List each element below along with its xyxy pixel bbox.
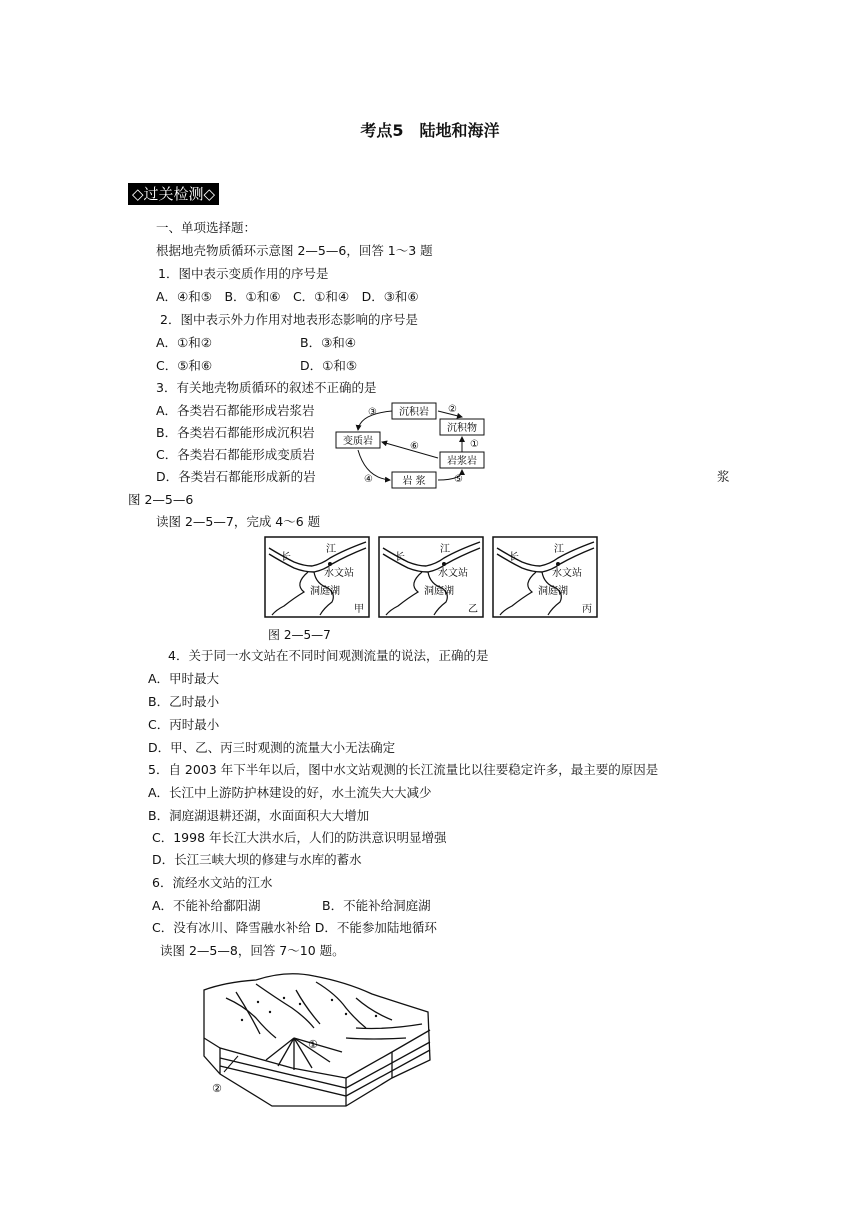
cycle-arrow-label: ③	[368, 407, 377, 418]
text-line: 读图 2—5—8，回答 7～10 题。	[160, 943, 345, 958]
text-line: 读图 2—5—7，完成 4～6 题	[156, 514, 321, 529]
map-lake-label: 洞庭湖	[424, 586, 454, 597]
cycle-arrow-label: ①	[470, 439, 479, 450]
map-lake-label: 洞庭湖	[538, 586, 568, 597]
option: C．丙时最小	[148, 717, 220, 732]
cycle-arrow-label: ②	[448, 404, 457, 415]
map-panel-tag: 乙	[468, 604, 478, 615]
option: D．①和⑤	[300, 358, 358, 373]
option: A．不能补给鄱阳湖	[152, 898, 261, 913]
map-station-label: 水文站	[438, 568, 468, 579]
question-1: 1．图中表示变质作用的序号是	[158, 266, 329, 281]
map-lake-label: 洞庭湖	[310, 586, 340, 597]
page-title: 考点5 陆地和海洋	[360, 121, 500, 140]
option: B．③和④	[300, 335, 356, 350]
option-continued: 浆	[717, 469, 730, 484]
question-4: 4．关于同一水文站在不同时间观测流量的说法，正确的是	[168, 648, 489, 663]
option: B．乙时最小	[148, 694, 220, 709]
block-marker: ①	[308, 1038, 318, 1051]
map-panel-jia	[265, 537, 369, 617]
question-2: 2．图中表示外力作用对地表形态影响的序号是	[160, 312, 418, 327]
cycle-box-igneous: 岩浆岩	[447, 456, 477, 467]
option: A．①和②	[156, 335, 212, 350]
option: B．洞庭湖退耕还湖，水面面积大大增加	[148, 808, 370, 823]
map-panel-bing	[493, 537, 597, 617]
cycle-box-magma: 岩 浆	[402, 476, 426, 487]
map-river-label: 长	[281, 552, 291, 563]
option: C．1998 年长江大洪水后，人们的防洪意识明显增强	[152, 830, 447, 845]
map-panel-yi	[379, 537, 483, 617]
block-marker: ②	[212, 1082, 222, 1095]
map-panel-tag: 甲	[354, 604, 364, 615]
cycle-arrow-label: ⑤	[454, 474, 463, 485]
figure-caption: 图 2—5—7	[268, 628, 331, 642]
cycle-arrow-label: ⑥	[410, 441, 419, 452]
map-river-label: 长	[509, 552, 519, 563]
question-6: 6．流经水文站的江水	[152, 875, 273, 890]
river-map-panels	[264, 536, 604, 620]
cycle-box-sediment: 沉积物	[447, 423, 477, 434]
option: A．各类岩石都能形成岩浆岩	[156, 403, 315, 418]
cycle-box-metamorphic: 变质岩	[343, 436, 373, 447]
option: C．没有冰川、降雪融水补给 D．不能参加陆地循环	[152, 920, 437, 935]
terrain-block-diagram	[196, 968, 436, 1112]
option: B．不能补给洞庭湖	[322, 898, 431, 913]
question-3: 3．有关地壳物质循环的叙述不正确的是	[156, 380, 377, 395]
map-station-label: 水文站	[324, 568, 354, 579]
text-line: 根据地壳物质循环示意图 2—5—6，回答 1～3 题	[156, 243, 433, 258]
option: A．甲时最大	[148, 671, 220, 686]
map-station-label: 水文站	[552, 568, 582, 579]
map-panel-tag: 丙	[582, 604, 592, 615]
option: D．长江三峡大坝的修建与水库的蓄水	[152, 852, 362, 867]
rock-cycle-diagram	[330, 398, 500, 490]
figure-caption: 图 2—5—6	[128, 492, 194, 507]
cycle-arrow-label: ④	[364, 474, 373, 485]
question-1-options: A．④和⑤ B．①和⑥ C．①和④ D．③和⑥	[156, 289, 419, 304]
option: C．⑤和⑥	[156, 358, 213, 373]
option: D．甲、乙、丙三时观测的流量大小无法确定	[148, 740, 396, 755]
map-river-label: 江	[326, 544, 336, 555]
section-banner: ◇过关检测◇	[128, 183, 219, 205]
cycle-box-sedimentary: 沉积岩	[399, 407, 429, 418]
question-5: 5．自 2003 年下半年以后，图中水文站观测的长江流量比以往要稳定许多，最主要的原因是	[148, 762, 659, 777]
option: B．各类岩石都能形成沉积岩	[156, 425, 315, 440]
option: A．长江中上游防护林建设的好，水土流失大大减少	[148, 785, 432, 800]
map-river-label: 长	[395, 552, 405, 563]
option: C．各类岩石都能形成变质岩	[156, 447, 315, 462]
map-river-label: 江	[440, 544, 450, 555]
map-river-label: 江	[554, 544, 564, 555]
text-line: 一、单项选择题：	[156, 220, 257, 235]
option: D．各类岩石都能形成新的岩	[156, 469, 316, 484]
